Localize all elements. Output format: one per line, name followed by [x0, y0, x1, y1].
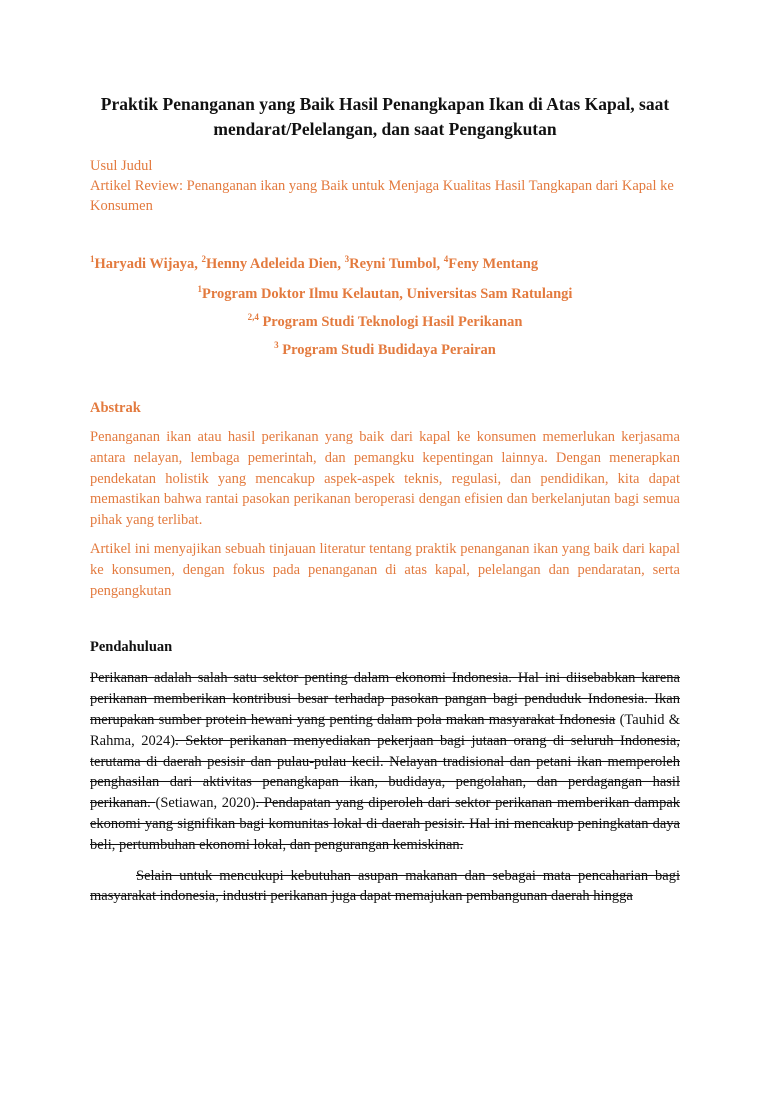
author-name: Reyni Tumbol, [349, 256, 444, 272]
abstract-heading: Abstrak [90, 400, 141, 416]
author-name: Feny Mentang [448, 256, 539, 272]
affiliation [90, 284, 680, 304]
abstract-paragraph: Penanganan ikan atau hasil perikanan yang baik dari kapal ke konsumen memerlukan kerjasama antara nelayan, lembaga pemerintah, dan pemangku kepentingan lainnya. Dengan menerapkan pendekatan holistik yang mencakup aspek-aspek teknis, regulasi, dan pendidikan, kita dapat memastikan bahwa rantai pasokan perikanan beroperasi dengan efisien dan berkelanjutan bagi semua pihak yang terlibat. [90, 429, 680, 529]
author-sup: 1 [90, 254, 95, 265]
author-name: Haryadi Wijaya, [94, 256, 202, 272]
author-sup: 3 [344, 254, 350, 265]
proposed-title-block [90, 156, 680, 216]
page-title: Praktik Penanganan yang Baik Hasil Penangkapan Ikan di Atas Kapal, saat mendarat/Pelelangan, dan saat Pengangkutan [100, 94, 670, 139]
intro-heading: Pendahuluan [90, 639, 173, 656]
author-sup: 2 [201, 254, 207, 265]
document-page [0, 92, 768, 1116]
citation: (Setiawan, 2020) [155, 795, 256, 812]
author-name: Henny Adeleida Dien, [206, 256, 345, 272]
struck-text: . Pendapatan yang diperoleh dari sektor perikanan memberikan dampak ekonomi yang signifikan bagi komunitas lokal di daerah pesisir. Hal ini mencakup peningkatan daya beli, pertumbuhan ekonomi lokal, dan pengurangan kemiskinan. [90, 795, 681, 853]
affiliation-name: Program Doktor Ilmu Kelautan, Universitas Sam Ratulangi [202, 286, 573, 302]
abstract-paragraph: Artikel ini menyajikan sebuah tinjauan literatur tentang praktik penanganan ikan yang baik dari kapal ke konsumen, dengan fokus pada penanganan di atas kapal, pelelangan dan pendaratan, serta pengangkutan [90, 540, 680, 599]
author-list [90, 254, 680, 274]
proposal-title: Artikel Review: Penanganan ikan yang Baik untuk Menjaga Kualitas Hasil Tangkapan dari Kapal ke Konsumen [90, 178, 674, 214]
affiliation [90, 340, 680, 360]
struck-text: Perikanan adalah salah satu sektor penting dalam ekonomi Indonesia. Hal ini diisebabkan karena perikanan memberikan kontribusi besar terhadap pasokan pangan bagi penduduk Indonesia. Ikan merupakan sumber protein hewani yang penting dalam pola makan masyarakat Indonesia [90, 670, 680, 728]
author-sup: 4 [443, 254, 449, 265]
affiliation-sup: 3 [274, 340, 279, 351]
intro-paragraph [90, 668, 680, 855]
intro-paragraph: Selain untuk mencukupi kebutuhan asupan makanan dan sebagai mata pencaharian bagi masyarakat indonesia, industri perikanan juga dapat memajukan pembangunan daerah hingga [90, 867, 680, 905]
affiliation-name: Program Studi Budidaya Perairan [278, 342, 496, 358]
citation: (Tauhid & Rahma, 2024) [90, 711, 680, 749]
affiliation-name: Program Studi Teknologi Hasil Perikanan [258, 314, 523, 330]
affiliation-sup: 2,4 [247, 312, 259, 323]
struck-text: . Sektor perikanan menyediakan pekerjaan bagi jutaan orang di seluruh Indonesia, terutama di daerah pesisir dan pulau-pulau kecil. Nelayan tradisional dan petani ikan memperoleh penghasilan dari aktivitas penangkapan ikan, budidaya, pengolahan, dan perdagangan hasil perikanan. [90, 732, 680, 812]
proposal-label: Usul Judul [90, 158, 153, 174]
affiliation [90, 312, 680, 332]
affiliation-sup: 1 [197, 284, 203, 295]
